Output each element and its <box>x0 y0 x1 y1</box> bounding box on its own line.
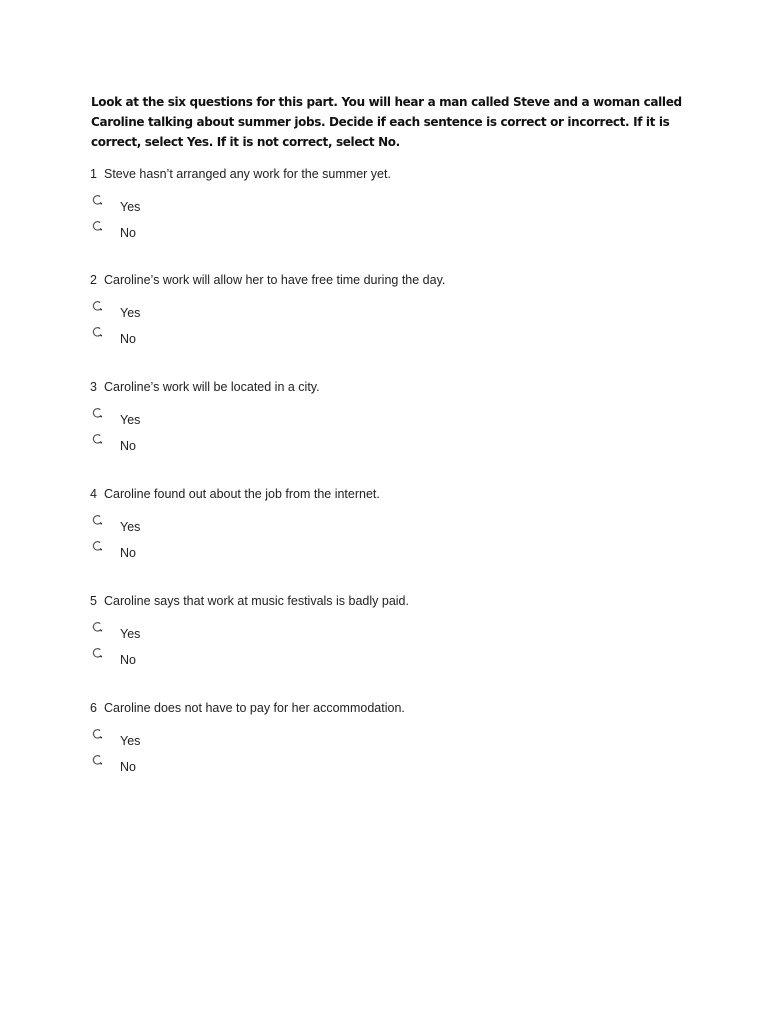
option-yes[interactable] <box>90 727 690 753</box>
option-no[interactable] <box>90 539 690 565</box>
option-no[interactable] <box>90 646 690 672</box>
question-text <box>90 486 690 502</box>
option-label: No <box>120 760 136 774</box>
question-number: 1 <box>90 167 97 181</box>
question-number: 5 <box>90 594 97 608</box>
option-no[interactable] <box>90 219 690 245</box>
option-yes[interactable] <box>90 193 690 219</box>
radio-button-icon[interactable] <box>91 647 103 659</box>
radio-button-icon[interactable] <box>91 621 103 633</box>
question-4 <box>90 486 690 565</box>
option-label: Yes <box>120 627 141 641</box>
question-number: 4 <box>90 487 97 501</box>
instructions-text: Look at the six questions for this part. You will hear a man called Steve and a woman called Caroline talking about summer jobs. Decide if each sentence is correct or incorrect. If it is correct, select Yes. If it is not correct, select No. <box>91 95 682 149</box>
radio-button-icon[interactable] <box>91 433 103 445</box>
radio-button-icon[interactable] <box>91 194 103 206</box>
option-label: No <box>120 653 136 667</box>
radio-button-icon[interactable] <box>91 407 103 419</box>
option-no[interactable] <box>90 432 690 458</box>
option-label: No <box>120 439 136 453</box>
radio-button-icon[interactable] <box>91 540 103 552</box>
question-label: Steve hasn’t arranged any work for the summer yet. <box>104 167 391 181</box>
question-label: Caroline says that work at music festivals is badly paid. <box>104 594 409 608</box>
option-label: No <box>120 332 136 346</box>
option-label: Yes <box>120 734 141 748</box>
option-label: Yes <box>120 413 141 427</box>
question-3 <box>90 379 690 458</box>
option-label: No <box>120 546 136 560</box>
radio-button-icon[interactable] <box>91 326 103 338</box>
question-5 <box>90 593 690 672</box>
radio-button-icon[interactable] <box>91 220 103 232</box>
radio-button-icon[interactable] <box>91 514 103 526</box>
question-text <box>90 166 690 182</box>
option-label: No <box>120 226 136 240</box>
radio-button-icon[interactable] <box>91 300 103 312</box>
question-text <box>90 700 690 716</box>
question-number: 6 <box>90 701 97 715</box>
option-yes[interactable] <box>90 299 690 325</box>
question-text <box>90 593 690 609</box>
question-6 <box>90 700 690 779</box>
question-label: Caroline’s work will be located in a city. <box>104 380 320 394</box>
question-text <box>90 272 690 288</box>
question-1 <box>90 166 690 245</box>
radio-button-icon[interactable] <box>91 728 103 740</box>
option-no[interactable] <box>90 753 690 779</box>
option-label: Yes <box>120 200 141 214</box>
question-number: 3 <box>90 380 97 394</box>
option-yes[interactable] <box>90 620 690 646</box>
question-label: Caroline does not have to pay for her accommodation. <box>104 701 405 715</box>
question-number: 2 <box>90 273 97 287</box>
question-text <box>90 379 690 395</box>
question-label: Caroline’s work will allow her to have free time during the day. <box>104 273 446 287</box>
option-yes[interactable] <box>90 406 690 432</box>
question-label: Caroline found out about the job from the internet. <box>104 487 380 501</box>
option-yes[interactable] <box>90 513 690 539</box>
option-no[interactable] <box>90 325 690 351</box>
option-label: Yes <box>120 306 141 320</box>
option-label: Yes <box>120 520 141 534</box>
question-2 <box>90 272 690 351</box>
radio-button-icon[interactable] <box>91 754 103 766</box>
